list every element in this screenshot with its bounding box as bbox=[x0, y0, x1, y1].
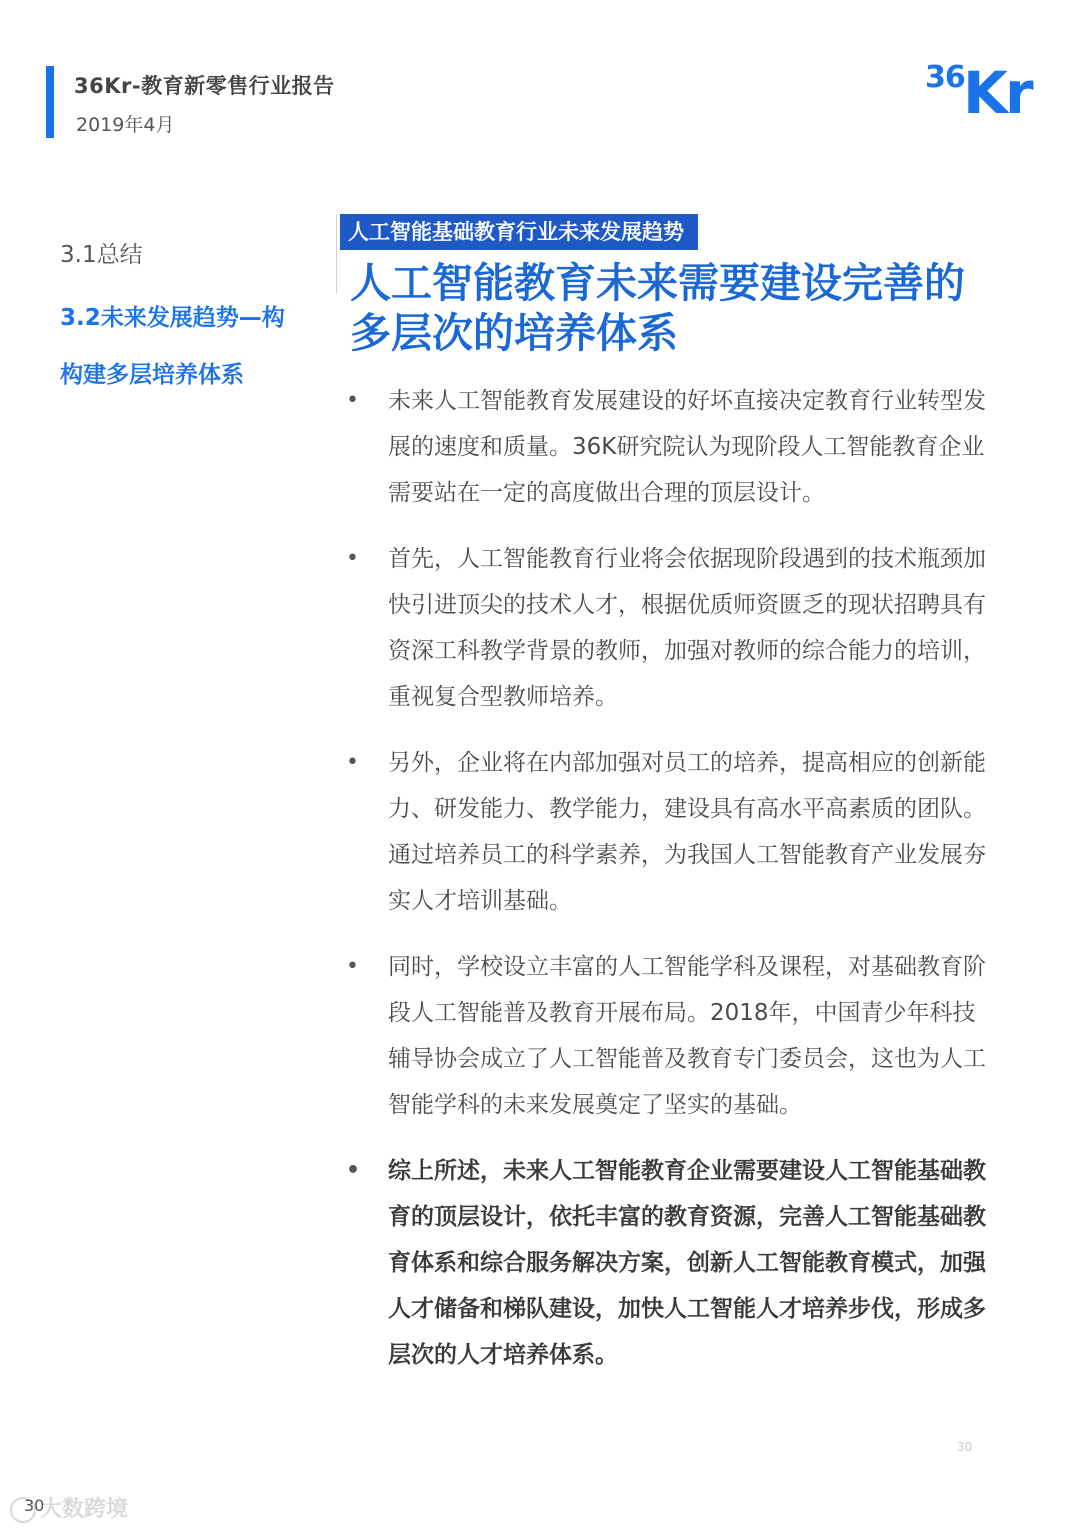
list-item bbox=[346, 536, 996, 720]
bullet-icon: • bbox=[346, 546, 359, 571]
bullet-icon: • bbox=[346, 388, 359, 413]
page-number: 30 bbox=[24, 1496, 45, 1515]
page-heading: 人工智能教育未来需要建设完善的多层次的培养体系 bbox=[350, 259, 965, 357]
sidebar-item-future-trends[interactable]: 3.2未来发展趋势—构构建多层培养体系 bbox=[60, 305, 285, 388]
brand-logo: 36 Kr bbox=[925, 59, 1031, 127]
list-item-text: 同时，学校设立丰富的人工智能学科及课程，对基础教育阶段人工智能普及教育开展布局。2018年，中国青少年科技辅导协会成立了人工智能普及教育专门委员会，这也为人工智能学科的未来发展奠定了坚实的基础。 bbox=[388, 954, 986, 1118]
list-item-text: 未来人工智能教育发展建设的好坏直接决定教育行业转型发展的速度和质量。36K研究院认为现阶段人工智能教育企业需要站在一定的高度做出合理的顶层设计。 bbox=[388, 388, 986, 506]
bullet-icon: • bbox=[346, 1158, 361, 1183]
watermark: 大数跨境 bbox=[10, 1492, 128, 1523]
header-accent-bar bbox=[46, 66, 54, 138]
report-title: 36Kr-教育新零售行业报告 bbox=[74, 74, 335, 98]
list-item bbox=[346, 378, 996, 516]
list-item bbox=[346, 740, 996, 924]
sidebar-item-summary[interactable]: 3.1总结 bbox=[60, 242, 143, 268]
list-item-text: 综上所述，未来人工智能教育企业需要建设人工智能基础教育的顶层设计，依托丰富的教育资源，完善人工智能基础教育体系和综合服务解决方案，创新人工智能教育模式，加强人才储备和梯队建设，加快人工智能人才培养步伐，形成多层次的人才培养体系。 bbox=[388, 1158, 986, 1368]
section-tag: 人工智能基础教育行业未来发展趋势 bbox=[340, 214, 698, 250]
section-divider bbox=[336, 214, 337, 294]
bullet-icon: • bbox=[346, 954, 359, 979]
report-date: 2019年4月 bbox=[76, 114, 175, 136]
list-item-text: 另外，企业将在内部加强对员工的培养，提高相应的创新能力、研发能力、教学能力，建设具有高水平高素质的团队。通过培养员工的科学素养，为我国人工智能教育产业发展夯实人才培训基础。 bbox=[388, 750, 986, 914]
list-item-text: 首先，人工智能教育行业将会依据现阶段遇到的技术瓶颈加快引进顶尖的技术人才，根据优质师资匮乏的现状招聘具有资深工科教学背景的教师，加强对教师的综合能力的培训，重视复合型教师培养。 bbox=[388, 546, 986, 710]
bullet-list bbox=[346, 378, 996, 1398]
bullet-icon: • bbox=[346, 750, 359, 775]
page-number-faint: 30 bbox=[957, 1440, 973, 1454]
list-item-summary bbox=[346, 1148, 996, 1378]
list-item bbox=[346, 944, 996, 1128]
